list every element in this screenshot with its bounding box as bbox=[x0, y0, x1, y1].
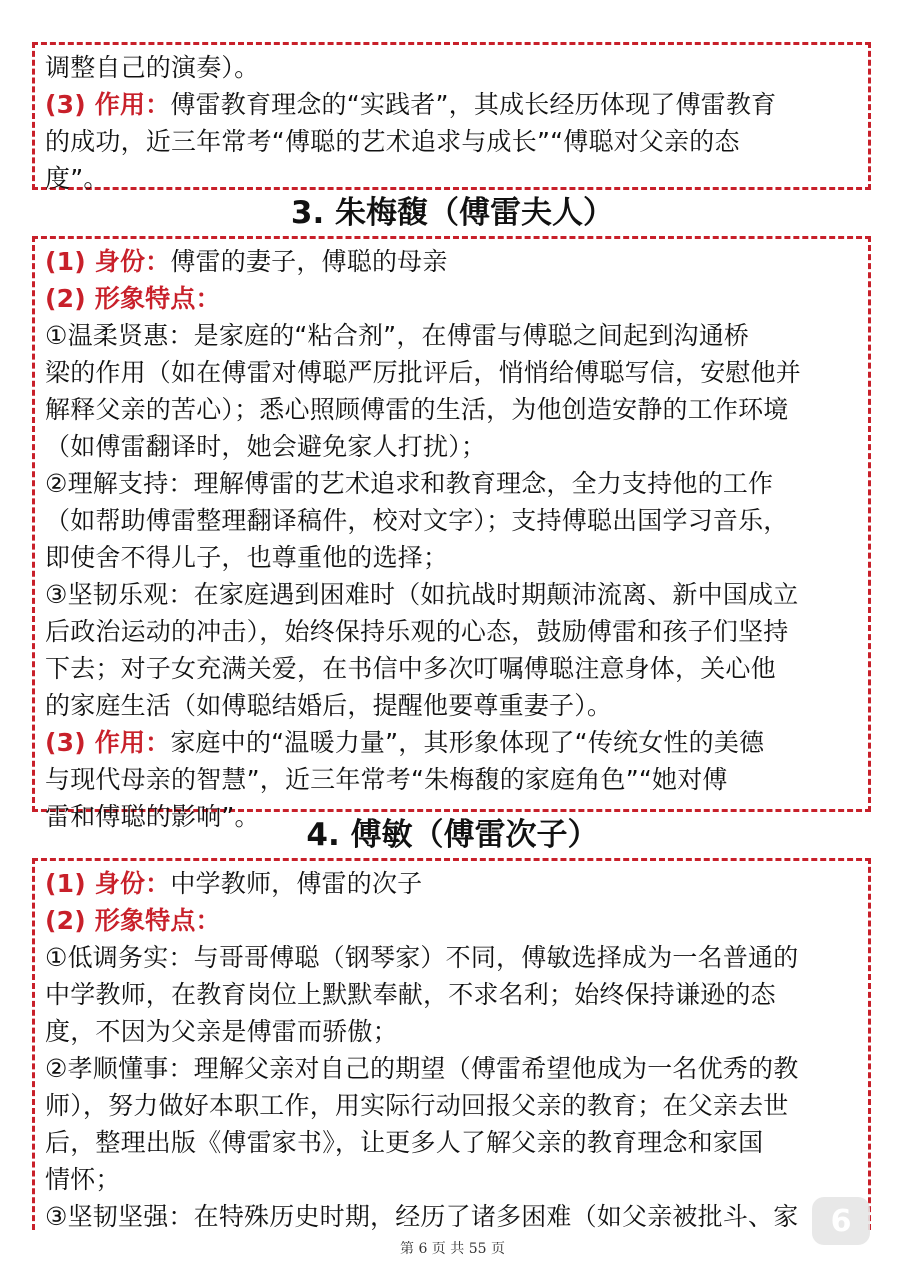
text-line bbox=[45, 724, 858, 761]
line-text: 梁的作用（如在傅雷对傅聪严厉批评后，悄悄给傅聪写信，安慰他并 bbox=[45, 358, 802, 387]
text-line bbox=[45, 317, 858, 354]
line-text: ②孝顺懂事：理解父亲对自己的期望（傅雷希望他成为一名优秀的教 bbox=[45, 1054, 799, 1083]
line-text: 的家庭生活（如傅聪结婚后，提醒他要尊重妻子）。 bbox=[45, 691, 613, 720]
text-line bbox=[45, 865, 858, 902]
text-line bbox=[45, 502, 858, 539]
line-text: 度”。 bbox=[45, 164, 109, 193]
item-label: (2) 形象特点： bbox=[45, 284, 221, 313]
text-line bbox=[45, 1161, 858, 1198]
line-text: ③坚韧乐观：在家庭遇到困难时（如抗战时期颠沛流离、新中国成立 bbox=[45, 580, 799, 609]
text-line bbox=[45, 86, 858, 123]
line-text: ②理解支持：理解傅雷的艺术追求和教育理念，全力支持他的工作 bbox=[45, 469, 774, 498]
line-text: 与现代母亲的智慧”，近三年常考“朱梅馥的家庭角色”“她对傅 bbox=[45, 765, 728, 794]
text-line bbox=[45, 1050, 858, 1087]
line-text: ①低调务实：与哥哥傅聪（钢琴家）不同，傅敏选择成为一名普通的 bbox=[45, 943, 799, 972]
text-line bbox=[45, 160, 858, 197]
line-text: 情怀； bbox=[45, 1165, 121, 1194]
section-3-box bbox=[32, 236, 871, 831]
section-2-box bbox=[32, 42, 871, 193]
line-text: ③坚韧坚强：在特殊历史时期，经历了诸多困难（如父亲被批斗、家 bbox=[45, 1202, 799, 1231]
text-line bbox=[45, 49, 858, 86]
line-text: 中学教师，傅雷的次子 bbox=[170, 869, 423, 898]
item-label: (3) 作用： bbox=[45, 728, 171, 757]
text-line bbox=[45, 761, 858, 798]
text-line bbox=[45, 650, 858, 687]
text-line bbox=[45, 123, 858, 160]
text-line bbox=[45, 539, 858, 576]
line-text: 下去；对子女充满关爱，在书信中多次叮嘱傅聪注意身体，关心他 bbox=[45, 654, 776, 683]
section-4-box bbox=[32, 858, 871, 1230]
section-4-lines bbox=[45, 865, 858, 1235]
text-line bbox=[45, 976, 858, 1013]
item-label: (3) 作用： bbox=[45, 90, 171, 119]
line-text: （如帮助傅雷整理翻译稿件，校对文字）；支持傅聪出国学习音乐， bbox=[45, 506, 789, 535]
line-text: 雷和傅聪的影响”。 bbox=[45, 802, 260, 831]
line-text: 度，不因为父亲是傅雷而骄傲； bbox=[45, 1017, 398, 1046]
section-3-lines bbox=[45, 243, 858, 835]
line-text: 解释父亲的苦心）；悉心照顾傅雷的生活，为他创造安静的工作环境 bbox=[45, 395, 789, 424]
text-line bbox=[45, 1087, 858, 1124]
text-line bbox=[45, 428, 858, 465]
text-line bbox=[45, 243, 858, 280]
line-text: 家庭中的“温暖力量”，其形象体现了“传统女性的美德 bbox=[170, 728, 765, 757]
text-line bbox=[45, 280, 858, 317]
text-line bbox=[45, 1013, 858, 1050]
section-2-lines bbox=[45, 49, 858, 197]
text-line bbox=[45, 1124, 858, 1161]
section-3-heading: 3. 朱梅馥（傅雷夫人） bbox=[290, 195, 615, 231]
text-line bbox=[45, 902, 858, 939]
line-text: 的成功，近三年常考“傅聪的艺术追求与成长”“傅聪对父亲的态 bbox=[45, 127, 740, 156]
text-line bbox=[45, 613, 858, 650]
text-line bbox=[45, 391, 858, 428]
app-badge-icon: 6 bbox=[812, 1197, 870, 1245]
line-text: 后政治运动的冲击），始终保持乐观的心态，鼓励傅雷和孩子们坚持 bbox=[45, 617, 789, 646]
line-text: （如傅雷翻译时，她会避免家人打扰）； bbox=[45, 432, 487, 461]
line-text: 调整自己的演奏）。 bbox=[45, 53, 260, 82]
text-line bbox=[45, 576, 858, 613]
line-text: 后，整理出版《傅雷家书》，让更多人了解父亲的教育理念和家国 bbox=[45, 1128, 764, 1157]
text-line bbox=[45, 939, 858, 976]
text-line bbox=[45, 465, 858, 502]
line-text: 中学教师，在教育岗位上默默奉献，不求名利；始终保持谦逊的态 bbox=[45, 980, 776, 1009]
line-text: 即使舍不得儿子，也尊重他的选择； bbox=[45, 543, 449, 572]
page-footer: 第 6 页 共 55 页 bbox=[400, 1241, 505, 1257]
text-line bbox=[45, 354, 858, 391]
section-4-heading: 4. 傅敏（傅雷次子） bbox=[306, 817, 599, 853]
line-text: 傅雷的妻子，傅聪的母亲 bbox=[170, 247, 448, 276]
text-line bbox=[45, 1198, 858, 1235]
item-label: (2) 形象特点： bbox=[45, 906, 221, 935]
line-text: ①温柔贤惠：是家庭的“粘合剂”，在傅雷与傅聪之间起到沟通桥 bbox=[45, 321, 750, 350]
item-label: (1) 身份： bbox=[45, 869, 171, 898]
text-line bbox=[45, 687, 858, 724]
item-label: (1) 身份： bbox=[45, 247, 171, 276]
line-text: 傅雷教育理念的“实践者”，其成长经历体现了傅雷教育 bbox=[170, 90, 777, 119]
line-text: 师），努力做好本职工作，用实际行动回报父亲的教育；在父亲去世 bbox=[45, 1091, 789, 1120]
